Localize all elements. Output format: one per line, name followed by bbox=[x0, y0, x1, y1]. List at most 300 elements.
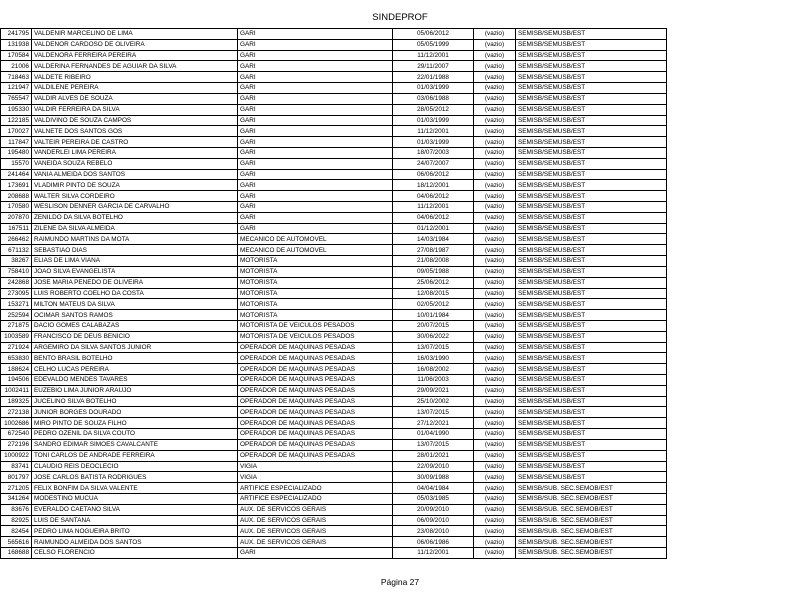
employee-name-cell: VALDIR ALVES DE SOUZA bbox=[32, 93, 238, 104]
status-cell: (vazio) bbox=[474, 320, 516, 331]
job-title-cell: GARI bbox=[238, 93, 393, 104]
employee-name-cell: VALDETE RIBEIRO bbox=[32, 72, 238, 83]
status-cell: (vazio) bbox=[474, 299, 516, 310]
status-cell: (vazio) bbox=[474, 396, 516, 407]
employee-name-cell: TONI CARLOS DE ANDRADE FERREIRA bbox=[32, 450, 238, 461]
table-row bbox=[1, 526, 667, 537]
admission-date-cell: 18/12/2001 bbox=[393, 180, 474, 191]
status-cell: (vazio) bbox=[474, 331, 516, 342]
table-row bbox=[1, 418, 667, 429]
table-row bbox=[1, 50, 667, 61]
employee-table bbox=[0, 28, 667, 559]
admission-date-cell: 01/03/1999 bbox=[393, 83, 474, 94]
admission-date-cell: 27/12/2021 bbox=[393, 418, 474, 429]
registration-number-cell: 758410 bbox=[1, 266, 32, 277]
job-title-cell: MOTORISTA bbox=[238, 277, 393, 288]
status-cell: (vazio) bbox=[474, 266, 516, 277]
registration-number-cell: 153271 bbox=[1, 299, 32, 310]
status-cell: (vazio) bbox=[474, 548, 516, 559]
table-row bbox=[1, 256, 667, 267]
table-row bbox=[1, 266, 667, 277]
status-cell: (vazio) bbox=[474, 93, 516, 104]
department-cell: SEMISB/SEMUSB/EST bbox=[516, 126, 667, 137]
admission-date-cell: 29/09/2021 bbox=[393, 385, 474, 396]
employee-name-cell: WESLISON DENNER GARCIA DE CARVALHO bbox=[32, 202, 238, 213]
registration-number-cell: 207870 bbox=[1, 212, 32, 223]
status-cell: (vazio) bbox=[474, 504, 516, 515]
job-title-cell: AUX. DE SERVICOS GERAIS bbox=[238, 526, 393, 537]
department-cell: SEMISB/SEMUSB/EST bbox=[516, 234, 667, 245]
status-cell: (vazio) bbox=[474, 137, 516, 148]
admission-date-cell: 25/10/2002 bbox=[393, 396, 474, 407]
job-title-cell: GARI bbox=[238, 126, 393, 137]
status-cell: (vazio) bbox=[474, 126, 516, 137]
table-row bbox=[1, 353, 667, 364]
registration-number-cell: 672540 bbox=[1, 429, 32, 440]
employee-name-cell: VANIA ALMEIDA DOS SANTOS bbox=[32, 169, 238, 180]
table-row bbox=[1, 191, 667, 202]
department-cell: SEMISB/SEMUSB/EST bbox=[516, 288, 667, 299]
admission-date-cell: 28/01/2021 bbox=[393, 450, 474, 461]
table-row bbox=[1, 93, 667, 104]
employee-name-cell: ELIAS DE LIMA VIANA bbox=[32, 256, 238, 267]
job-title-cell: GARI bbox=[238, 202, 393, 213]
job-title-cell: GARI bbox=[238, 104, 393, 115]
department-cell: SEMISB/SEMUSB/EST bbox=[516, 310, 667, 321]
table-row bbox=[1, 29, 667, 40]
admission-date-cell: 13/07/2015 bbox=[393, 407, 474, 418]
registration-number-cell: 117847 bbox=[1, 137, 32, 148]
status-cell: (vazio) bbox=[474, 61, 516, 72]
table-row bbox=[1, 277, 667, 288]
employee-name-cell: RAIMUNDO MARTINS DA MOTA bbox=[32, 234, 238, 245]
table-row bbox=[1, 137, 667, 148]
job-title-cell: VIGIA bbox=[238, 461, 393, 472]
table-row bbox=[1, 39, 667, 50]
employee-name-cell: EUZEBIO LIMA JUNIOR ARAUJO bbox=[32, 385, 238, 396]
employee-name-cell: VALNETE DOS SANTOS GOS bbox=[32, 126, 238, 137]
job-title-cell: MECANICO DE AUTOMOVEL bbox=[238, 245, 393, 256]
job-title-cell: ARTIFICE ESPECIALIZADO bbox=[238, 493, 393, 504]
employee-name-cell: ZENILDO DA SILVA BOTELHO bbox=[32, 212, 238, 223]
job-title-cell: OPERADOR DE MAQUINAS PESADAS bbox=[238, 407, 393, 418]
status-cell: (vazio) bbox=[474, 191, 516, 202]
admission-date-cell: 01/12/2001 bbox=[393, 223, 474, 234]
department-cell: SEMISB/SEMUSB/EST bbox=[516, 169, 667, 180]
registration-number-cell: 801797 bbox=[1, 472, 32, 483]
admission-date-cell: 10/01/1984 bbox=[393, 310, 474, 321]
department-cell: SEMISB/SEMUSB/EST bbox=[516, 158, 667, 169]
status-cell: (vazio) bbox=[474, 39, 516, 50]
department-cell: SEMISB/SUB. SEC.SEMOB/EST bbox=[516, 548, 667, 559]
table-row bbox=[1, 299, 667, 310]
registration-number-cell: 1003589 bbox=[1, 331, 32, 342]
employee-name-cell: CLAUDIO REIS DEOCLECIO bbox=[32, 461, 238, 472]
registration-number-cell: 170580 bbox=[1, 202, 32, 213]
status-cell: (vazio) bbox=[474, 104, 516, 115]
admission-date-cell: 05/05/1999 bbox=[393, 39, 474, 50]
status-cell: (vazio) bbox=[474, 342, 516, 353]
employee-name-cell: JUCELINO SILVA BOTELHO bbox=[32, 396, 238, 407]
job-title-cell: OPERADOR DE MAQUINAS PESADAS bbox=[238, 375, 393, 386]
department-cell: SEMISB/SEMUSB/EST bbox=[516, 72, 667, 83]
registration-number-cell: 83741 bbox=[1, 461, 32, 472]
employee-name-cell: JOSE CARLOS BATISTA RODRIGUES bbox=[32, 472, 238, 483]
admission-date-cell: 22/09/2010 bbox=[393, 461, 474, 472]
admission-date-cell: 23/08/2010 bbox=[393, 526, 474, 537]
registration-number-cell: 272196 bbox=[1, 439, 32, 450]
department-cell: SEMISB/SEMUSB/EST bbox=[516, 320, 667, 331]
registration-number-cell: 195330 bbox=[1, 104, 32, 115]
status-cell: (vazio) bbox=[474, 515, 516, 526]
admission-date-cell: 09/05/1988 bbox=[393, 266, 474, 277]
admission-date-cell: 03/06/1988 bbox=[393, 93, 474, 104]
job-title-cell: OPERADOR DE MAQUINAS PESADAS bbox=[238, 385, 393, 396]
table-row bbox=[1, 483, 667, 494]
table-row bbox=[1, 115, 667, 126]
status-cell: (vazio) bbox=[474, 245, 516, 256]
job-title-cell: MOTORISTA bbox=[238, 256, 393, 267]
registration-number-cell: 241795 bbox=[1, 29, 32, 40]
table-row bbox=[1, 472, 667, 483]
department-cell: SEMISB/SEMUSB/EST bbox=[516, 256, 667, 267]
table-row bbox=[1, 364, 667, 375]
job-title-cell: OPERADOR DE MAQUINAS PESADAS bbox=[238, 364, 393, 375]
admission-date-cell: 13/07/2015 bbox=[393, 439, 474, 450]
status-cell: (vazio) bbox=[474, 29, 516, 40]
department-cell: SEMISB/SEMUSB/EST bbox=[516, 223, 667, 234]
registration-number-cell: 1000922 bbox=[1, 450, 32, 461]
job-title-cell: GARI bbox=[238, 29, 393, 40]
registration-number-cell: 653830 bbox=[1, 353, 32, 364]
employee-name-cell: DACIO GOMES CALABAZAS bbox=[32, 320, 238, 331]
status-cell: (vazio) bbox=[474, 526, 516, 537]
status-cell: (vazio) bbox=[474, 83, 516, 94]
job-title-cell: OPERADOR DE MAQUINAS PESADAS bbox=[238, 353, 393, 364]
table-row bbox=[1, 548, 667, 559]
job-title-cell: GARI bbox=[238, 61, 393, 72]
department-cell: SEMISB/SEMUSB/EST bbox=[516, 191, 667, 202]
admission-date-cell: 04/06/2012 bbox=[393, 212, 474, 223]
employee-name-cell: VALDILENE PEREIRA bbox=[32, 83, 238, 94]
status-cell: (vazio) bbox=[474, 407, 516, 418]
employee-name-cell: JOAO SILVA EVANGELISTA bbox=[32, 266, 238, 277]
employee-name-cell: FRANCISCO DE DEUS BENICIO bbox=[32, 331, 238, 342]
table-row bbox=[1, 385, 667, 396]
employee-name-cell: VANDERLEI LIMA PEREIRA bbox=[32, 147, 238, 158]
registration-number-cell: 765547 bbox=[1, 93, 32, 104]
admission-date-cell: 18/07/2003 bbox=[393, 147, 474, 158]
job-title-cell: GARI bbox=[238, 169, 393, 180]
department-cell: SEMISB/SEMUSB/EST bbox=[516, 277, 667, 288]
department-cell: SEMISB/SEMUSB/EST bbox=[516, 50, 667, 61]
employee-name-cell: VALTEIR PEREIRA DE CASTRO bbox=[32, 137, 238, 148]
department-cell: SEMISB/SEMUSB/EST bbox=[516, 385, 667, 396]
table-row bbox=[1, 234, 667, 245]
table-row bbox=[1, 342, 667, 353]
employee-name-cell: VALDERINA FERNANDES DE AGUIAR DA SILVA bbox=[32, 61, 238, 72]
table-row bbox=[1, 61, 667, 72]
employee-name-cell: VALDENORA FERREIRA PEREIRA bbox=[32, 50, 238, 61]
status-cell: (vazio) bbox=[474, 147, 516, 158]
employee-name-cell: LUIS DE SANTANA bbox=[32, 515, 238, 526]
status-cell: (vazio) bbox=[474, 493, 516, 504]
department-cell: SEMISB/SEMUSB/EST bbox=[516, 180, 667, 191]
registration-number-cell: 131938 bbox=[1, 39, 32, 50]
registration-number-cell: 565616 bbox=[1, 537, 32, 548]
admission-date-cell: 02/05/2012 bbox=[393, 299, 474, 310]
job-title-cell: MOTORISTA bbox=[238, 288, 393, 299]
registration-number-cell: 1002411 bbox=[1, 385, 32, 396]
job-title-cell: AUX. DE SERVICOS GERAIS bbox=[238, 537, 393, 548]
table-row bbox=[1, 83, 667, 94]
admission-date-cell: 11/12/2001 bbox=[393, 202, 474, 213]
employee-name-cell: VALDENOR CARDOSO DE OLIVEIRA bbox=[32, 39, 238, 50]
admission-date-cell: 11/12/2001 bbox=[393, 50, 474, 61]
job-title-cell: GARI bbox=[238, 191, 393, 202]
department-cell: SEMISB/SEMUSB/EST bbox=[516, 83, 667, 94]
admission-date-cell: 30/06/2022 bbox=[393, 331, 474, 342]
status-cell: (vazio) bbox=[474, 169, 516, 180]
employee-name-cell: PEDRO OZENIL DA SILVA COUTO bbox=[32, 429, 238, 440]
job-title-cell: MOTORISTA DE VEICULOS PESADOS bbox=[238, 320, 393, 331]
admission-date-cell: 30/09/1988 bbox=[393, 472, 474, 483]
job-title-cell: MECANICO DE AUTOMOVEL bbox=[238, 234, 393, 245]
department-cell: SEMISB/SEMUSB/EST bbox=[516, 266, 667, 277]
registration-number-cell: 15570 bbox=[1, 158, 32, 169]
admission-date-cell: 06/06/1986 bbox=[393, 537, 474, 548]
job-title-cell: GARI bbox=[238, 158, 393, 169]
department-cell: SEMISB/SEMUSB/EST bbox=[516, 439, 667, 450]
registration-number-cell: 122185 bbox=[1, 115, 32, 126]
status-cell: (vazio) bbox=[474, 234, 516, 245]
status-cell: (vazio) bbox=[474, 256, 516, 267]
table-row bbox=[1, 429, 667, 440]
admission-date-cell: 21/08/2008 bbox=[393, 256, 474, 267]
registration-number-cell: 208688 bbox=[1, 191, 32, 202]
table-row bbox=[1, 515, 667, 526]
employee-name-cell: LUIS ROBERTO COELHO DA COSTA bbox=[32, 288, 238, 299]
registration-number-cell: 38267 bbox=[1, 256, 32, 267]
department-cell: SEMISB/SEMUSB/EST bbox=[516, 245, 667, 256]
table-row bbox=[1, 493, 667, 504]
department-cell: SEMISB/SEMUSB/EST bbox=[516, 299, 667, 310]
status-cell: (vazio) bbox=[474, 418, 516, 429]
job-title-cell: GARI bbox=[238, 212, 393, 223]
table-row bbox=[1, 223, 667, 234]
admission-date-cell: 25/06/2012 bbox=[393, 277, 474, 288]
employee-name-cell: JUNIOR BORGES DOURADO bbox=[32, 407, 238, 418]
admission-date-cell: 01/03/1999 bbox=[393, 115, 474, 126]
job-title-cell: MOTORISTA DE VEICULOS PESADOS bbox=[238, 331, 393, 342]
department-cell: SEMISB/SEMUSB/EST bbox=[516, 342, 667, 353]
department-cell: SEMISB/SEMUSB/EST bbox=[516, 115, 667, 126]
department-cell: SEMISB/SEMUSB/EST bbox=[516, 147, 667, 158]
department-cell: SEMISB/SEMUSB/EST bbox=[516, 212, 667, 223]
registration-number-cell: 271205 bbox=[1, 483, 32, 494]
job-title-cell: MOTORISTA bbox=[238, 266, 393, 277]
admission-date-cell: 05/06/2012 bbox=[393, 29, 474, 40]
department-cell: SEMISB/SEMUSB/EST bbox=[516, 418, 667, 429]
department-cell: SEMISB/SEMUSB/EST bbox=[516, 353, 667, 364]
job-title-cell: GARI bbox=[238, 83, 393, 94]
employee-name-cell: OCIMAR SANTOS RAMOS bbox=[32, 310, 238, 321]
employee-name-cell: EVERALDO CAETANO SILVA bbox=[32, 504, 238, 515]
department-cell: SEMISB/SUB. SEC.SEMOB/EST bbox=[516, 493, 667, 504]
registration-number-cell: 21006 bbox=[1, 61, 32, 72]
table-row bbox=[1, 147, 667, 158]
job-title-cell: MOTORISTA bbox=[238, 310, 393, 321]
registration-number-cell: 83676 bbox=[1, 504, 32, 515]
admission-date-cell: 06/09/2010 bbox=[393, 515, 474, 526]
status-cell: (vazio) bbox=[474, 439, 516, 450]
job-title-cell: GARI bbox=[238, 50, 393, 61]
table-row bbox=[1, 439, 667, 450]
registration-number-cell: 170584 bbox=[1, 50, 32, 61]
job-title-cell: GARI bbox=[238, 180, 393, 191]
table-row bbox=[1, 104, 667, 115]
employee-name-cell: VLADIMIR PINTO DE SOUZA bbox=[32, 180, 238, 191]
registration-number-cell: 271875 bbox=[1, 320, 32, 331]
employee-name-cell: PEDRO LIMA NOGUEIRA BRITO bbox=[32, 526, 238, 537]
status-cell: (vazio) bbox=[474, 50, 516, 61]
job-title-cell: GARI bbox=[238, 39, 393, 50]
department-cell: SEMISB/SUB. SEC.SEMOB/EST bbox=[516, 483, 667, 494]
job-title-cell: ARTIFICE ESPECIALIZADO bbox=[238, 483, 393, 494]
table-row bbox=[1, 331, 667, 342]
admission-date-cell: 12/08/2015 bbox=[393, 288, 474, 299]
registration-number-cell: 718463 bbox=[1, 72, 32, 83]
job-title-cell: OPERADOR DE MAQUINAS PESADAS bbox=[238, 418, 393, 429]
department-cell: SEMISB/SEMUSB/EST bbox=[516, 104, 667, 115]
employee-name-cell: EDEVALDO MENDES TAVARES bbox=[32, 375, 238, 386]
department-cell: SEMISB/SEMUSB/EST bbox=[516, 461, 667, 472]
department-cell: SEMISB/SEMUSB/EST bbox=[516, 331, 667, 342]
status-cell: (vazio) bbox=[474, 115, 516, 126]
registration-number-cell: 252594 bbox=[1, 310, 32, 321]
job-title-cell: GARI bbox=[238, 115, 393, 126]
admission-date-cell: 16/08/2002 bbox=[393, 364, 474, 375]
employee-name-cell: CELSO FLORENCIO bbox=[32, 548, 238, 559]
registration-number-cell: 82454 bbox=[1, 526, 32, 537]
admission-date-cell: 24/07/2007 bbox=[393, 158, 474, 169]
status-cell: (vazio) bbox=[474, 180, 516, 191]
admission-date-cell: 11/06/2003 bbox=[393, 375, 474, 386]
table-row bbox=[1, 504, 667, 515]
employee-name-cell: WALTER SILVA CORDEIRO bbox=[32, 191, 238, 202]
job-title-cell: OPERADOR DE MAQUINAS PESADAS bbox=[238, 439, 393, 450]
admission-date-cell: 14/03/1984 bbox=[393, 234, 474, 245]
status-cell: (vazio) bbox=[474, 288, 516, 299]
department-cell: SEMISB/SEMUSB/EST bbox=[516, 202, 667, 213]
job-title-cell: GARI bbox=[238, 223, 393, 234]
admission-date-cell: 27/08/1987 bbox=[393, 245, 474, 256]
admission-date-cell: 20/09/2010 bbox=[393, 504, 474, 515]
table-row bbox=[1, 320, 667, 331]
admission-date-cell: 05/03/1985 bbox=[393, 493, 474, 504]
department-cell: SEMISB/SEMUSB/EST bbox=[516, 396, 667, 407]
department-cell: SEMISB/SUB. SEC.SEMOB/EST bbox=[516, 515, 667, 526]
job-title-cell: GARI bbox=[238, 137, 393, 148]
table-row bbox=[1, 158, 667, 169]
employee-table-body bbox=[1, 29, 667, 559]
status-cell: (vazio) bbox=[474, 202, 516, 213]
status-cell: (vazio) bbox=[474, 364, 516, 375]
department-cell: SEMISB/SEMUSB/EST bbox=[516, 407, 667, 418]
registration-number-cell: 189325 bbox=[1, 396, 32, 407]
registration-number-cell: 242868 bbox=[1, 277, 32, 288]
status-cell: (vazio) bbox=[474, 385, 516, 396]
registration-number-cell: 121947 bbox=[1, 83, 32, 94]
status-cell: (vazio) bbox=[474, 72, 516, 83]
department-cell: SEMISB/SEMUSB/EST bbox=[516, 61, 667, 72]
job-title-cell: VIGIA bbox=[238, 472, 393, 483]
status-cell: (vazio) bbox=[474, 310, 516, 321]
employee-name-cell: CELHO LUCAS PEREIRA bbox=[32, 364, 238, 375]
admission-date-cell: 28/05/2012 bbox=[393, 104, 474, 115]
registration-number-cell: 168688 bbox=[1, 548, 32, 559]
department-cell: SEMISB/SEMUSB/EST bbox=[516, 137, 667, 148]
department-cell: SEMISB/SUB. SEC.SEMOB/EST bbox=[516, 504, 667, 515]
job-title-cell: OPERADOR DE MAQUINAS PESADAS bbox=[238, 450, 393, 461]
registration-number-cell: 167511 bbox=[1, 223, 32, 234]
employee-name-cell: ZILENE DA SILVA ALMEIDA bbox=[32, 223, 238, 234]
registration-number-cell: 195480 bbox=[1, 147, 32, 158]
registration-number-cell: 266462 bbox=[1, 234, 32, 245]
department-cell: SEMISB/SEMUSB/EST bbox=[516, 29, 667, 40]
table-row bbox=[1, 310, 667, 321]
registration-number-cell: 188624 bbox=[1, 364, 32, 375]
job-title-cell: GARI bbox=[238, 147, 393, 158]
job-title-cell: GARI bbox=[238, 548, 393, 559]
department-cell: SEMISB/SEMUSB/EST bbox=[516, 93, 667, 104]
registration-number-cell: 194506 bbox=[1, 375, 32, 386]
registration-number-cell: 82925 bbox=[1, 515, 32, 526]
table-row bbox=[1, 450, 667, 461]
status-cell: (vazio) bbox=[474, 277, 516, 288]
employee-name-cell: MILTON MATEUS DA SILVA bbox=[32, 299, 238, 310]
status-cell: (vazio) bbox=[474, 375, 516, 386]
registration-number-cell: 671132 bbox=[1, 245, 32, 256]
admission-date-cell: 06/06/2012 bbox=[393, 169, 474, 180]
table-row bbox=[1, 396, 667, 407]
department-cell: SEMISB/SEMUSB/EST bbox=[516, 375, 667, 386]
page-number: Página 27 bbox=[380, 577, 420, 587]
table-row bbox=[1, 288, 667, 299]
employee-name-cell: RAIMUNDO ALMEIDA DOS SANTOS bbox=[32, 537, 238, 548]
status-cell: (vazio) bbox=[474, 353, 516, 364]
employee-name-cell: SANDRO EDIMAR SIMOES CAVALCANTE bbox=[32, 439, 238, 450]
registration-number-cell: 271924 bbox=[1, 342, 32, 353]
table-row bbox=[1, 375, 667, 386]
admission-date-cell: 29/11/2007 bbox=[393, 61, 474, 72]
job-title-cell: AUX. DE SERVICOS GERAIS bbox=[238, 504, 393, 515]
department-cell: SEMISB/SEMUSB/EST bbox=[516, 39, 667, 50]
page-title: SINDEPROF bbox=[372, 12, 428, 23]
job-title-cell: OPERADOR DE MAQUINAS PESADAS bbox=[238, 396, 393, 407]
employee-name-cell: MODESTINO MUCUA bbox=[32, 493, 238, 504]
table-row bbox=[1, 72, 667, 83]
registration-number-cell: 170027 bbox=[1, 126, 32, 137]
admission-date-cell: 22/01/1988 bbox=[393, 72, 474, 83]
employee-name-cell: VALDENIR MARCELINO DE LIMA bbox=[32, 29, 238, 40]
employee-name-cell: ARGEMIRO DA SILVA SANTOS JUNIOR bbox=[32, 342, 238, 353]
department-cell: SEMISB/SUB. SEC.SEMOB/EST bbox=[516, 537, 667, 548]
table-row bbox=[1, 537, 667, 548]
registration-number-cell: 1002686 bbox=[1, 418, 32, 429]
employee-name-cell: VANEIDA SOUZA REBELO bbox=[32, 158, 238, 169]
department-cell: SEMISB/SEMUSB/EST bbox=[516, 450, 667, 461]
